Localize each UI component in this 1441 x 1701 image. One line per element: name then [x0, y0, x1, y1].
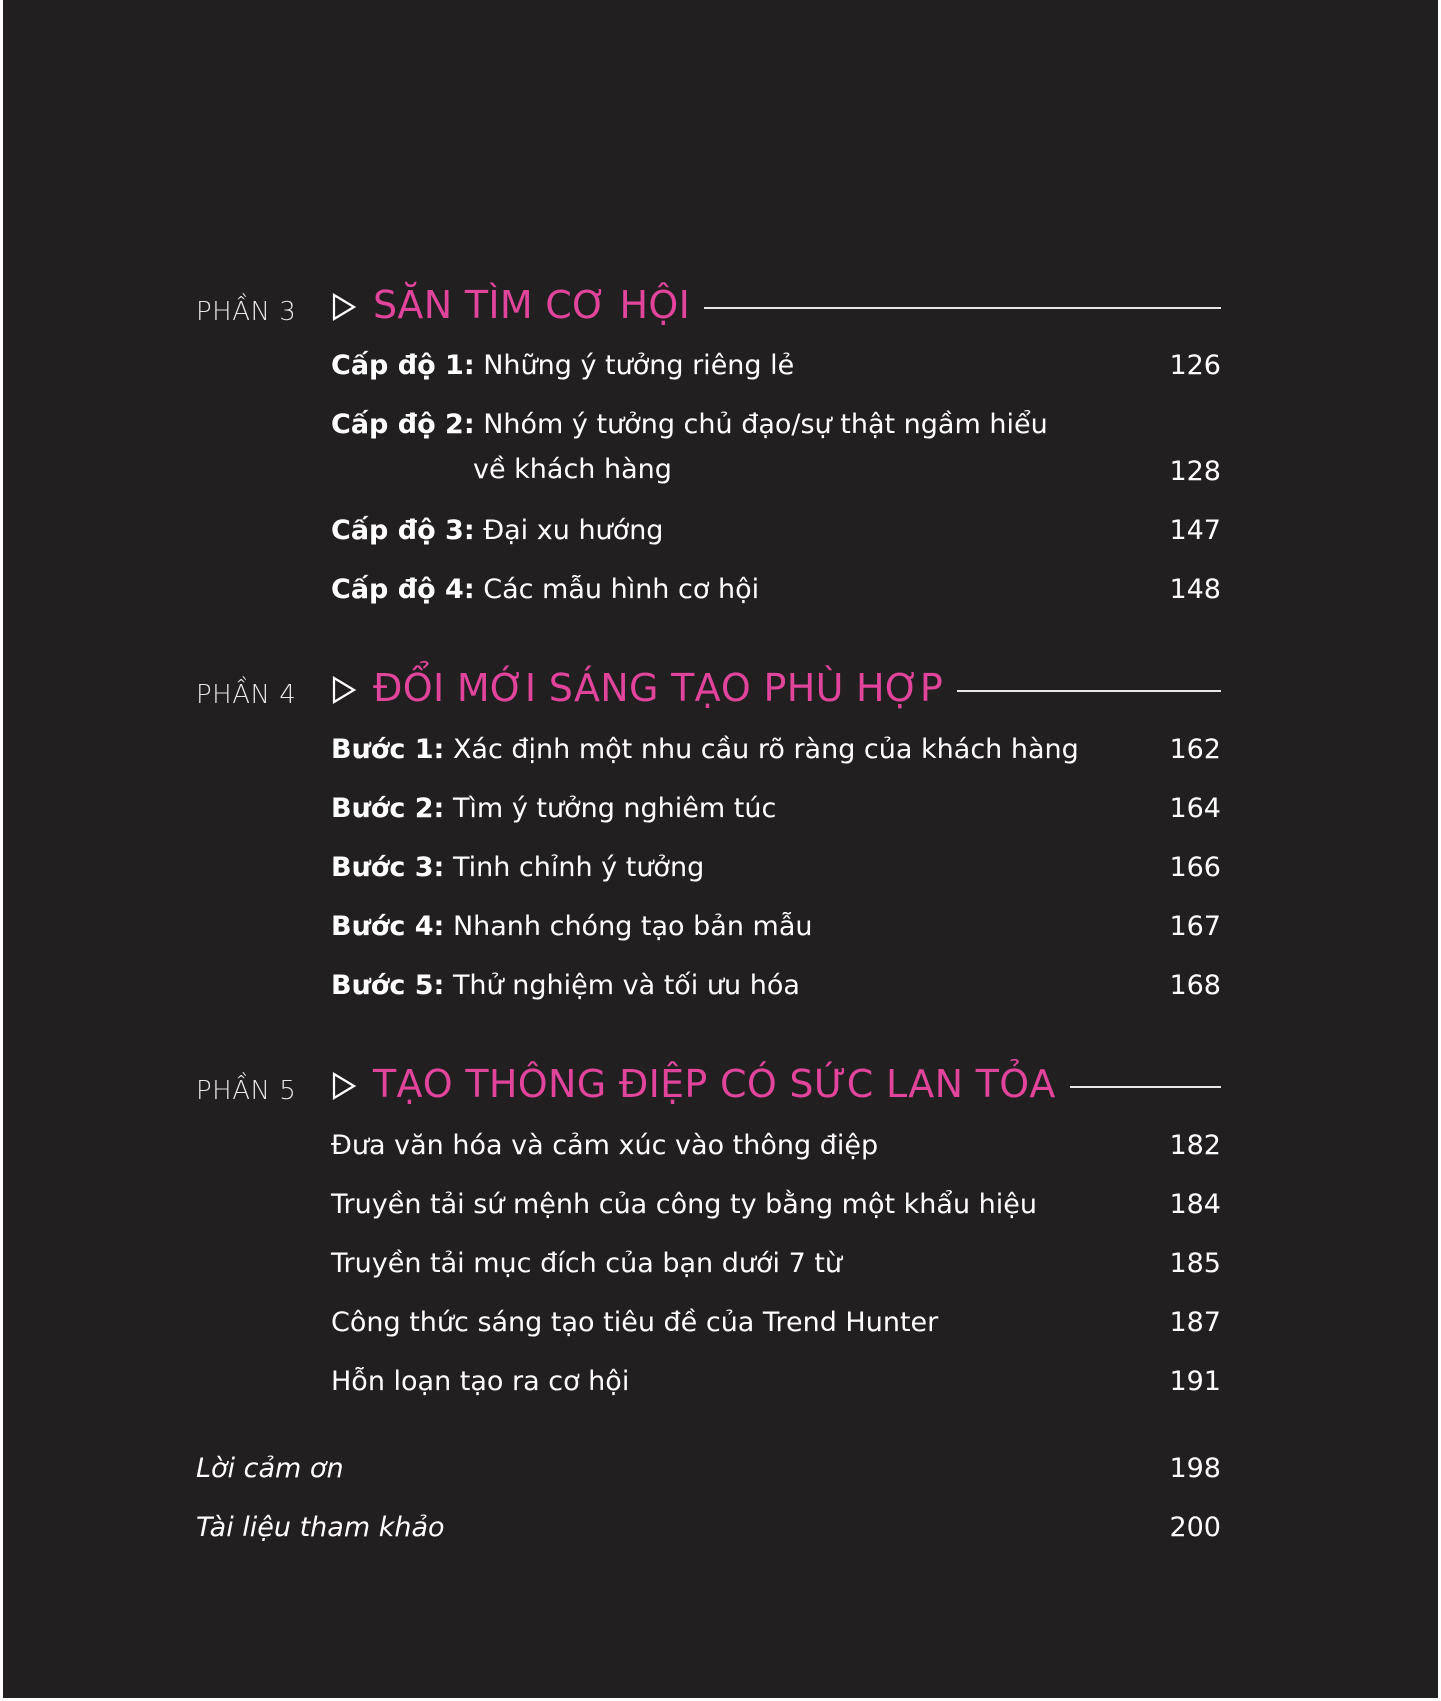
part-label: PHẦN 5: [196, 1076, 297, 1106]
heading-rule: [1070, 1086, 1221, 1088]
entry-page: 184: [1169, 1189, 1221, 1220]
toc-entry[interactable]: [331, 1130, 1221, 1161]
entry-text: Tìm ý tưởng nghiêm túc: [452, 793, 777, 824]
entry-page: 148: [1169, 574, 1221, 605]
entry-page: 147: [1169, 515, 1221, 546]
entry-prefix: Bước 4:: [331, 911, 445, 942]
toc-entry[interactable]: [331, 793, 1221, 824]
entry-page: 187: [1169, 1307, 1221, 1338]
entry-page: 126: [1169, 350, 1221, 381]
entry-text: Đưa văn hóa và cảm xúc vào thông điệp: [331, 1130, 879, 1161]
entry-text: Hỗn loạn tạo ra cơ hội: [331, 1366, 630, 1397]
entry-prefix: Bước 1:: [331, 734, 445, 765]
entry-text: Tài liệu tham khảo: [196, 1512, 445, 1543]
entry-text: Nhanh chóng tạo bản mẫu: [452, 911, 813, 942]
entry-page: 182: [1169, 1130, 1221, 1161]
entry-prefix: Cấp độ 3:: [331, 515, 475, 546]
entry-page: 200: [1169, 1512, 1221, 1543]
part-title: ĐỔI MỚI SÁNG TẠO PHÙ HỢP: [373, 666, 944, 710]
entry-prefix: Bước 3:: [331, 852, 445, 883]
entry-prefix: Cấp độ 4:: [331, 574, 475, 605]
toc-entry[interactable]: [331, 1366, 1221, 1397]
play-outline-triangle-icon: [332, 293, 356, 321]
entry-page: 198: [1169, 1453, 1221, 1484]
part-title: TẠO THÔNG ĐIỆP CÓ SỨC LAN TỎA: [373, 1062, 1056, 1106]
entry-text: Lời cảm ơn: [196, 1453, 344, 1484]
part-3-heading: [3, 283, 1438, 333]
toc-entry[interactable]: [331, 1189, 1221, 1220]
toc-entry[interactable]: [331, 734, 1221, 765]
entry-page: 128: [1169, 456, 1221, 487]
toc-entry[interactable]: [331, 350, 1221, 381]
toc-entry[interactable]: [331, 409, 1221, 485]
entry-prefix: Bước 5:: [331, 970, 445, 1001]
entry-page: 164: [1169, 793, 1221, 824]
play-outline-triangle-icon: [332, 1072, 356, 1100]
entry-text: Truyền tải sứ mệnh của công ty bằng một khẩu hiệu: [331, 1189, 1037, 1220]
heading-rule: [704, 307, 1221, 309]
entry-prefix: Bước 2:: [331, 793, 445, 824]
part-5-heading: [3, 1062, 1438, 1112]
entry-text: Nhóm ý tưởng chủ đạo/sự thật ngầm hiểu: [483, 409, 1048, 440]
toc-entry[interactable]: [331, 515, 1221, 546]
entry-text: Xác định một nhu cầu rõ ràng của khách hàng: [452, 734, 1079, 765]
entry-page: 168: [1169, 970, 1221, 1001]
entry-text-continued: về khách hàng: [473, 454, 672, 485]
entry-text: Đại xu hướng: [483, 515, 664, 546]
back-matter-entry[interactable]: [196, 1453, 1221, 1484]
toc-page: [3, 0, 1438, 1698]
entry-page: 166: [1169, 852, 1221, 883]
entry-page: 191: [1169, 1366, 1221, 1397]
part-label: PHẦN 4: [196, 680, 297, 710]
play-outline-triangle-icon: [332, 676, 356, 704]
toc-entry[interactable]: [331, 911, 1221, 942]
entry-text: Truyền tải mục đích của bạn dưới 7 từ: [331, 1248, 843, 1279]
heading-rule: [957, 690, 1221, 692]
entry-prefix: Cấp độ 2:: [331, 409, 475, 440]
entry-text: Thử nghiệm và tối ưu hóa: [452, 970, 800, 1001]
entry-text: Những ý tưởng riêng lẻ: [483, 350, 795, 381]
toc-entry[interactable]: [331, 852, 1221, 883]
entry-page: 162: [1169, 734, 1221, 765]
toc-entry[interactable]: [331, 1307, 1221, 1338]
toc-entry[interactable]: [331, 574, 1221, 605]
entry-text: Công thức sáng tạo tiêu đề của Trend Hunter: [331, 1307, 939, 1338]
toc-entry[interactable]: [331, 970, 1221, 1001]
part-4-heading: [3, 666, 1438, 716]
entry-prefix: Cấp độ 1:: [331, 350, 475, 381]
part-title: SĂN TÌM CƠ HỘI: [373, 283, 691, 327]
back-matter-entry[interactable]: [196, 1512, 1221, 1543]
entry-text: Các mẫu hình cơ hội: [483, 574, 760, 605]
part-label: PHẦN 3: [196, 297, 297, 327]
toc-entry[interactable]: [331, 1248, 1221, 1279]
entry-page: 167: [1169, 911, 1221, 942]
entry-text: Tinh chỉnh ý tưởng: [452, 852, 705, 883]
entry-page: 185: [1169, 1248, 1221, 1279]
